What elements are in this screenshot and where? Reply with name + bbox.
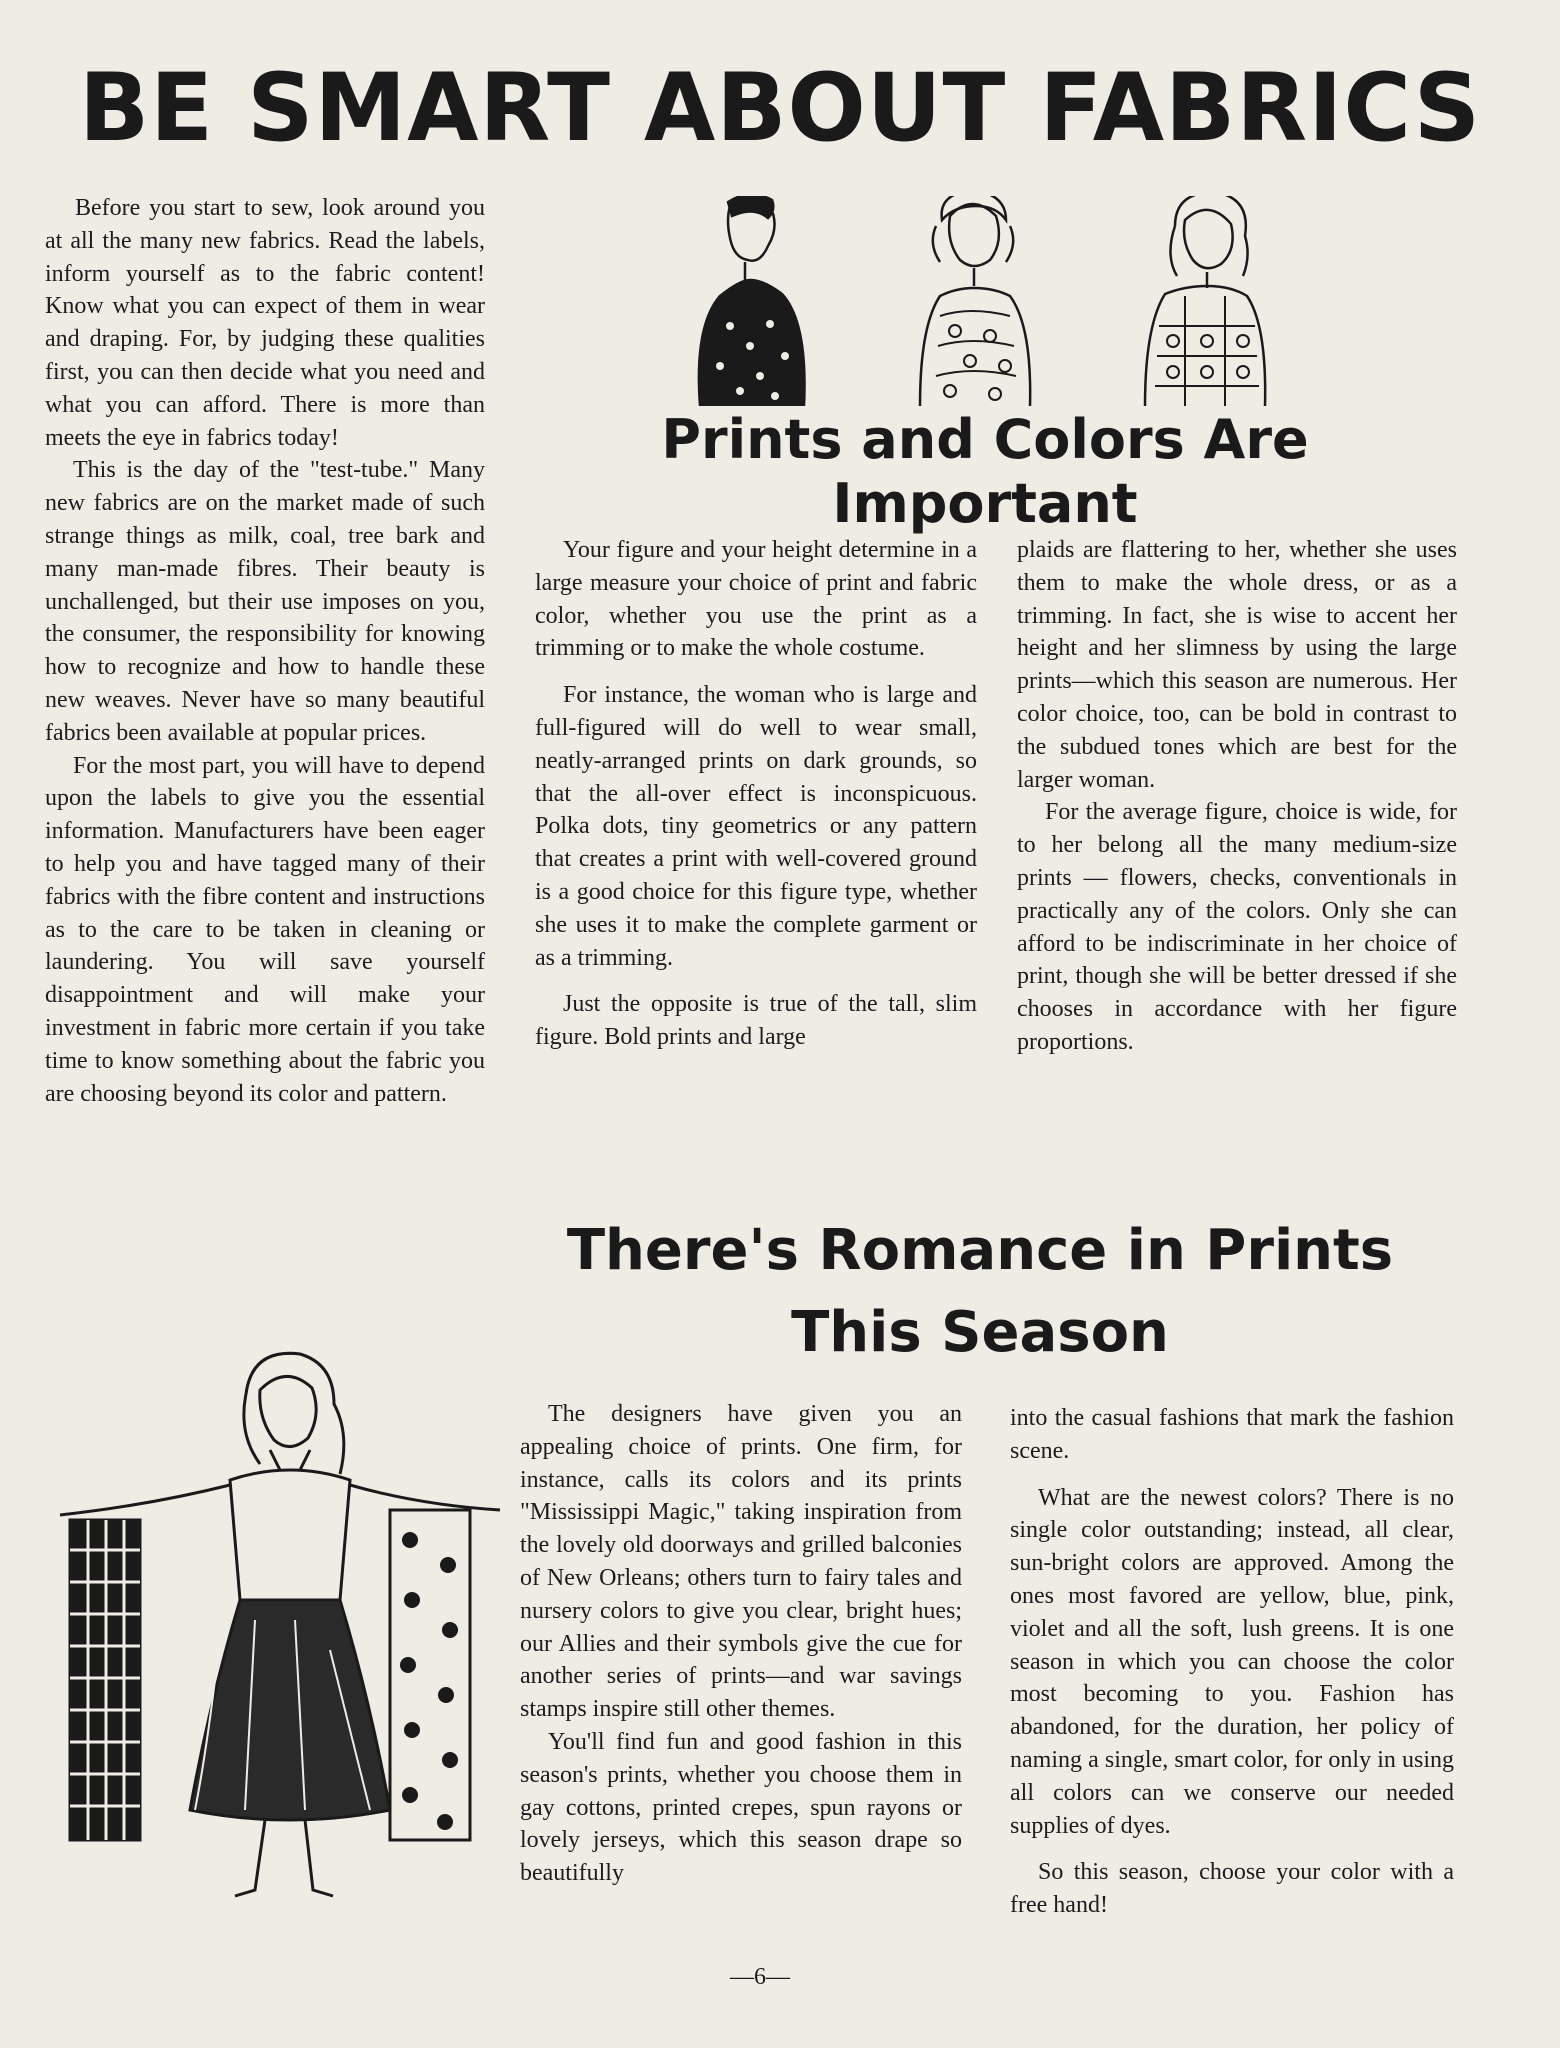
plaids-paragraph: plaids are flattering to her, whether she uses them to make the whole dress, or as a trimming. In fact, she is wise to accent her height and her slimness by using the large prints—which this season are numerous. Her color choice, too, can be bold in contrast to the subdued tones which are best for the larger woman. <box>1017 537 1457 793</box>
fun-fashion-paragraph: You'll find fun and good fashion in this season's prints, whether you choose them in gay cottons, printed crepes, spun rayons or lovely jerseys, which this season drape so beautifully <box>520 1728 962 1887</box>
labels-paragraph: For the most part, you will have to depend upon the labels to give you the essential information. Manufacturers have been eager to help you and have tagged many of their fabrics with the fibre content and instructions as to the care to be taken in cleaning or laundering. You will save yourself disappointment and will make your investment in fabric more certain if you take time to know something about the fabric you are choosing beyond its color and pattern. <box>45 752 485 1107</box>
average-figure-paragraph: For the average figure, choice is wide, for to her belong all the many medium-size prints — flowers, checks, conventionals in practically any of the colors. Only she can afford to be indiscriminate in her choice of print, though she will be better dressed if she chooses in accordance with her figure proportions. <box>1017 799 1457 1055</box>
prints-column-1 <box>535 534 977 1054</box>
designers-paragraph: The designers have given you an appealing choice of prints. One firm, for instance, calls its colors and its prints "Mississippi Magic," taking inspiration from the lovely old doorways and grilled balconies of New Orleans; others turn to fairy tales and nursery colors to give you clear, bright hues; our Allies and their symbols give the cue for another series of prints—and war savings stamps inspire still other themes. <box>520 1401 962 1723</box>
figure-height-paragraph: Your figure and your height determine in a large measure your choice of print and fabric color, whether you use the print as a trimming or to make the whole costume. <box>535 537 977 662</box>
prints-heading: Prints and Colors Are Important <box>661 408 1309 535</box>
romance-column-1 <box>520 1398 962 1890</box>
page-title: BE SMART ABOUT FABRICS <box>78 54 1482 163</box>
casual-fashions-paragraph: into the casual fashions that mark the fashion scene. <box>1010 1405 1454 1464</box>
woman-holding-fabrics-illustration <box>40 1350 510 1910</box>
test-tube-paragraph: This is the day of the "test-tube." Many new fabrics are on the market made of such strange things as milk, coal, tree bark and many man-made fibres. Their beauty is unchallenged, but their use imposes on you, the consumer, the responsibility for knowing how to recognize and how to handle these new weaves. Never have so many beautiful fabrics been available at popular prices. <box>45 457 485 746</box>
left-column <box>45 192 485 1110</box>
romance-heading-line-2: This Season <box>791 1300 1169 1365</box>
prints-column-2 <box>1017 534 1457 1059</box>
romance-column-2 <box>1010 1402 1454 1922</box>
woman-plaid-blouse-illustration <box>1145 196 1265 406</box>
woman-print-blouse-illustration <box>920 196 1030 406</box>
top-fashion-illustrations <box>690 196 1310 406</box>
page-number: —6— <box>730 1964 790 1990</box>
intro-paragraph: Before you start to sew, look around you at all the many new fabrics. Read the labels, inform yourself as to the fabric content! Know what you can expect of them in wear and draping. For, by judging these qualities first, you can then decide what you need and what you can afford. There is more than meets the eye in fabrics today! <box>45 195 485 451</box>
woman-dark-jacket-illustration <box>699 196 805 406</box>
large-figure-paragraph: For instance, the woman who is large and full-figured will do well to wear small, neatly-arranged prints on dark grounds, so that the all-over effect is inconspicuous. Polka dots, tiny geometrics or any pattern that creates a print with well-covered ground is a good choice for this figure type, whether she uses it to make the complete garment or as a trimming. <box>535 682 977 971</box>
free-hand-paragraph: So this season, choose your color with a free hand! <box>1010 1859 1454 1919</box>
romance-heading <box>530 1210 1430 1374</box>
newest-colors-paragraph: What are the newest colors? There is no single color outstanding; instead, all clear, sun-bright colors are approved. Among the ones most favored are yellow, blue, pink, violet and all the soft, lush greens. It is one season in which you can choose the color most becoming to you. Fashion has abandoned, for the duration, her policy of naming a single, smart color, for only in using all colors can we conserve our needed supplies of dyes. <box>1010 1484 1454 1839</box>
tall-figure-paragraph: Just the opposite is true of the tall, slim figure. Bold prints and large <box>535 991 977 1051</box>
romance-heading-line-1: There's Romance in Prints <box>566 1218 1394 1283</box>
